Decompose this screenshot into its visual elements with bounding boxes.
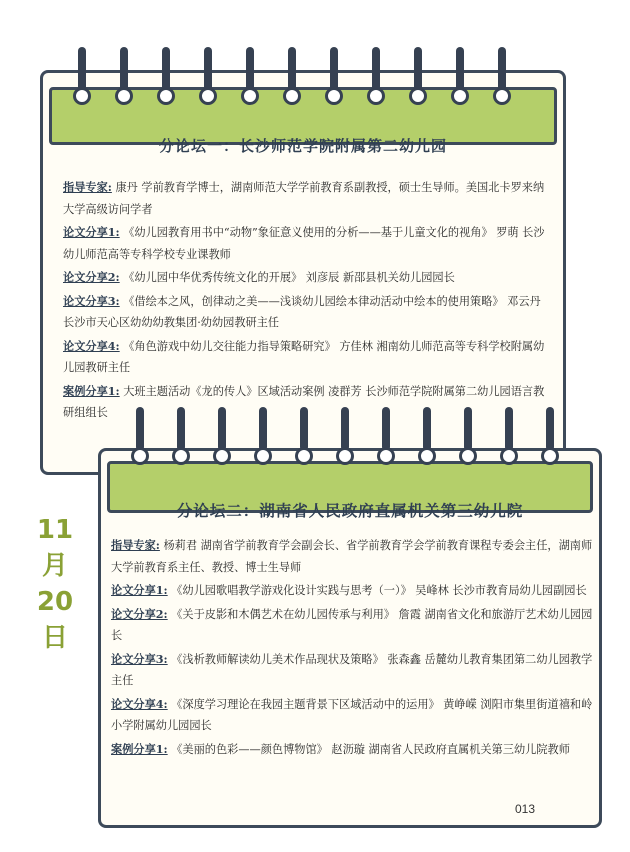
list-item: [63, 267, 549, 289]
binding-ring-icon: [254, 407, 272, 475]
entry-text: 康丹 学前教育学博士，湖南师范大学学前教育系副教授，硕士生导师。美国北卡罗来纳大学高级访问学者: [63, 181, 545, 216]
binding-ring-icon: [131, 407, 149, 475]
entry-text: 《角色游戏中幼儿交往能力指导策略研究》 方佳林 湘南幼儿师范高等专科学校附属幼儿园教研主任: [63, 339, 545, 374]
entry-label: 论文分享4:: [111, 696, 168, 711]
date-day: 20: [36, 587, 74, 617]
binding-ring-icon: [213, 407, 231, 475]
binding-ring-icon: [541, 407, 559, 475]
list-item: [111, 649, 597, 692]
list-item: [63, 336, 549, 379]
list-item: [111, 694, 597, 737]
list-item: [111, 604, 597, 647]
entry-label: 指导专家:: [111, 538, 160, 552]
binding-ring-icon: [493, 47, 511, 115]
entry-label: 论文分享2:: [111, 606, 168, 621]
list-item: [111, 535, 597, 578]
spiral-binding: [43, 47, 563, 117]
entry-label: 论文分享3:: [63, 293, 120, 308]
entry-label: 案例分享1:: [63, 383, 120, 398]
entry-label: 案例分享1:: [111, 741, 168, 756]
binding-ring-icon: [283, 47, 301, 115]
date-month: 11: [36, 515, 74, 545]
entry-text: 大班主题活动《龙的传人》区域活动案例 凌群芳 长沙师范学院附属第二幼儿园语言教研组组长: [63, 384, 545, 419]
binding-ring-icon: [115, 47, 133, 115]
binding-ring-icon: [73, 47, 91, 115]
forum-two-title: 分论坛二：湖南省人民政府直属机关第三幼儿院: [176, 502, 524, 520]
binding-ring-icon: [295, 407, 313, 475]
spiral-binding: [101, 407, 599, 477]
list-item: [63, 222, 549, 265]
entry-label: 论文分享1:: [111, 583, 168, 597]
entry-text: 《幼儿园歌唱教学游戏化设计实践与思考（一）》 吴峰林 长沙市教育局幼儿园副园长: [167, 584, 587, 597]
entry-text: 《借绘本之风，创律动之美——浅谈幼儿园绘本律动活动中绘本的使用策略》 邓云丹 长沙市天心区幼幼幼教集团·幼幼园教研主任: [63, 294, 541, 329]
binding-ring-icon: [459, 407, 477, 475]
entry-text: 杨莉君 湖南省学前教育学会副会长、省学前教育学会学前教育课程专委会主任，湖南师大学前教育系主任、教授、博士生导师: [111, 539, 593, 574]
entry-label: 论文分享4:: [63, 338, 120, 353]
list-item: [111, 739, 597, 761]
entry-text: 《关于皮影和木偶艺术在幼儿园传承与利用》 詹霞 湖南省文化和旅游厅艺术幼儿园园长: [111, 607, 593, 642]
list-item: [63, 177, 549, 220]
forum-one-title: 分论坛一：长沙师范学院附属第二幼儿园: [158, 137, 447, 155]
binding-ring-icon: [172, 407, 190, 475]
entry-label: 论文分享2:: [63, 270, 120, 284]
binding-ring-icon: [451, 47, 469, 115]
forum-two-notebook: [98, 448, 602, 828]
binding-ring-icon: [241, 47, 259, 115]
entry-label: 指导专家:: [63, 180, 112, 194]
binding-ring-icon: [199, 47, 217, 115]
entry-label: 论文分享1:: [63, 225, 120, 239]
binding-ring-icon: [418, 407, 436, 475]
entry-label: 论文分享3:: [111, 651, 168, 666]
date-day-unit: 日: [41, 623, 68, 653]
entry-text: 《美丽的色彩——颜色博物馆》 赵沥璇 湖南省人民政府直属机关第三幼儿院教师: [167, 742, 570, 756]
forum-one-content: [63, 177, 549, 426]
entry-text: 《幼儿园教育用书中“动物”象征意义使用的分析——基于儿童文化的视角》 罗萌 长沙幼儿师范高等专科学校专业课教师: [63, 226, 545, 261]
entry-text: 《深度学习理论在我园主题背景下区域活动中的运用》 黄峥嵘 浏阳市集里街道禧和岭小学附属幼儿园园长: [111, 697, 593, 732]
list-item: [111, 580, 597, 602]
binding-ring-icon: [500, 407, 518, 475]
binding-ring-icon: [325, 47, 343, 115]
entry-text: 《幼儿园中华优秀传统文化的开展》 刘彦辰 新邵县机关幼儿园园长: [119, 271, 455, 284]
binding-ring-icon: [157, 47, 175, 115]
forum-two-content: [111, 535, 597, 762]
page-number: 013: [515, 802, 536, 816]
entry-text: 《浅析教师解读幼儿美术作品现状及策略》 张森鑫 岳麓幼儿教育集团第二幼儿园教学主任: [111, 652, 593, 687]
binding-ring-icon: [409, 47, 427, 115]
binding-ring-icon: [367, 47, 385, 115]
binding-ring-icon: [336, 407, 354, 475]
binding-ring-icon: [377, 407, 395, 475]
event-date: [30, 512, 80, 656]
date-month-unit: 月: [41, 551, 68, 581]
list-item: [63, 291, 549, 334]
